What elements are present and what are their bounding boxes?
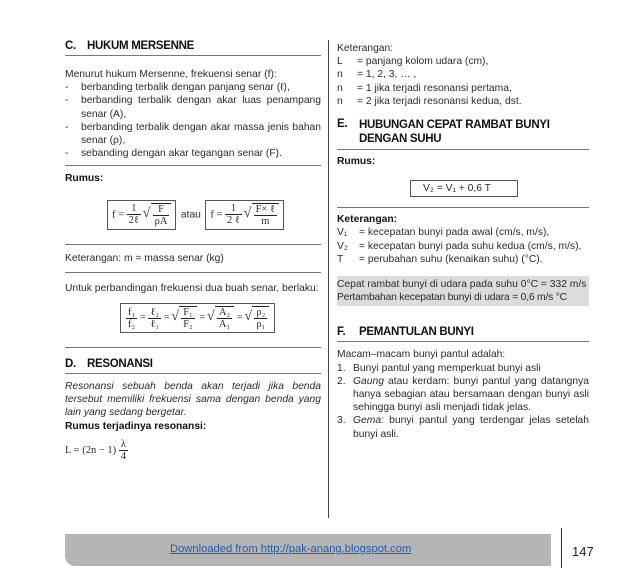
rumus-label: Rumus: [65, 173, 104, 185]
heading-rule [337, 341, 589, 342]
list-item: 3. Gema: bunyi pantul yang terdengar jelas setelah bunyi asli. [337, 415, 589, 440]
keterangan2-label: Keterangan: [337, 214, 398, 226]
c-list [65, 81, 321, 160]
list-item: - berbanding terbalik dengan akar luas penampang senar (A), [65, 94, 321, 120]
section-rule [65, 165, 321, 166]
section-e-heading: E. HUBUNGAN CEPAT RAMBAT BUNYI DENGAN SUHU [337, 118, 550, 146]
list-item: 2. Gaung atau kerdam: bunyi pantul yang datangnya hanya sebagian atau bersamaan dengan bunyi asli sehingga bunyi asli menjadi tidak jelas. [337, 375, 589, 414]
list-item: n = 1, 2, 3, … , [337, 69, 417, 81]
gray-note: Cepat rambat bunyi di udara pada suhu 0°C = 332 m/s Pertambahan kecepatan bunyi di udara = 0,6 m/s °C [337, 276, 589, 306]
list-item: - sebanding dengan akar tegangan senar (F). [65, 147, 321, 160]
list-item: - berbanding terbalik dengan panjang senar (ℓ), [65, 81, 321, 94]
resonansi-text: Resonansi sebuah benda akan terjadi jika benda tersebut memiliki frekuensi sama dengan benda yang lain yang sedang bergetar. [65, 381, 321, 419]
formula-box-1: f = $\frac{1}{\text{2ℓ}}$ √ $\frac{F}{\rho A}$ [107, 200, 176, 230]
list-item: - berbanding terbalik dengan akar massa jenis bahan senar (ρ), [65, 121, 321, 147]
page-number-divider [561, 528, 562, 568]
atau-word: atau [180, 209, 201, 221]
list-item: 1. Bunyi pantul yang memperkuat bunyi asli [337, 362, 541, 374]
formula-box-2: f = $\frac{1}{\text{2 ℓ}}$ √ $\frac{\text{F× ℓ}}{m}$ [205, 200, 284, 230]
section-rule [65, 347, 321, 348]
keterangan-m: Keterangan: m = massa senar (kg) [65, 252, 224, 264]
section-d-heading: D. RESONANSI [65, 358, 153, 371]
perbandingan-text: Untuk perbandingan frekuensi dua buah senar, berlaku: [65, 282, 319, 294]
heading-rule [65, 373, 321, 374]
rumus-resonansi-label: Rumus terjadinya resonansi: [65, 420, 207, 432]
velocity-formula: V₂ = V₁ + 0,6 T [410, 178, 589, 197]
left-column [65, 40, 321, 462]
section-c-heading: C. HUKUM MERSENNE [65, 40, 194, 52]
list-item: n = 1 jika terjadi resonansi pertama, [337, 82, 512, 94]
f-list [337, 362, 589, 441]
section-rule [65, 244, 321, 245]
download-link[interactable]: Downloaded from http://pak-anang.blogspot.com [170, 543, 412, 555]
c-intro: Menurut hukum Mersenne, frekuensi senar (f): [65, 69, 277, 80]
list-item: T = perubahan suhu (kenaikan suhu) (°C). [337, 253, 543, 265]
rumus-label: Rumus: [337, 156, 376, 168]
heading-rule [337, 149, 589, 150]
ratio-formula: $\frac{\text{f₁}}{\text{f₂}}$ = $\frac{\text{ℓ₂}}{\text{ℓ₁}}$ = √ $\frac{\text{F₁}}{\text{F₂}}$ = √ $\frac{\text{A₂}}{\text{A₁}}$ = √ $\frac{\text{ρ₂}}{\text{ρ₁}}$ [120, 303, 321, 333]
f-intro: Macam–macam bunyi pantul adalah: [337, 349, 506, 361]
resonance-formula: L = (2n − 1) $\frac{\lambda}{4}$ [65, 438, 126, 462]
list-item: L = panjang kolom udara (cm), [337, 56, 489, 68]
right-column [337, 40, 589, 441]
keterangan-label: Keterangan: [337, 43, 394, 54]
heading-rule [65, 55, 321, 56]
list-item: V₂ = kecepatan bunyi pada suhu kedua (cm/s, m/s), [337, 240, 582, 252]
page-number: 147 [572, 544, 594, 559]
list-item: n = 2 jika terjadi resonansi kedua, dst. [337, 95, 522, 107]
mersenne-formula [107, 200, 321, 230]
section-rule [65, 272, 321, 273]
list-item: V₁ = kecepatan bunyi pada awal (cm/s, m/s), [337, 227, 550, 239]
column-divider [328, 40, 329, 518]
section-rule [337, 207, 589, 208]
section-f-heading: F. PEMANTULAN BUNYI [337, 326, 474, 339]
